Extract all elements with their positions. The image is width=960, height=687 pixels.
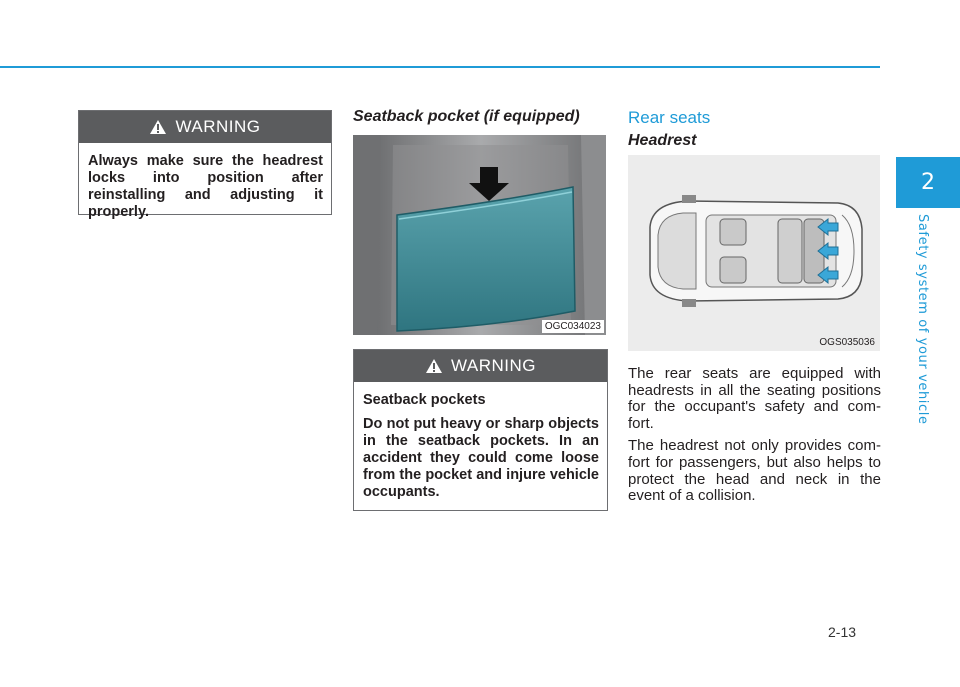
headrest-subtitle: Headrest	[628, 132, 697, 149]
warning-text: Do not put heavy or sharp objects in the seatback pockets. In an accident they could come loose from the pocket and injure vehicle occupants.	[363, 416, 599, 500]
rear-headrest-figure	[628, 155, 880, 351]
rear-seats-title: Rear seats	[628, 108, 711, 127]
chapter-title: Safety system of your vehicle	[915, 214, 930, 425]
chapter-number-tab: 2	[896, 157, 960, 208]
warning-body	[354, 382, 607, 510]
warning-header	[79, 111, 331, 143]
warning-subheading: Seatback pockets	[363, 392, 486, 408]
page-number: 2-13	[828, 624, 857, 640]
seatback-pocket-figure	[353, 135, 606, 335]
warning-header-label: WARNING	[175, 117, 261, 136]
header-rule	[0, 66, 880, 68]
warning-header	[354, 350, 607, 382]
seatback-pocket-title: Seatback pocket (if equipped)	[353, 108, 580, 125]
rear-seats-body	[628, 366, 881, 511]
seatback-illustration	[353, 135, 606, 335]
pocket-warning-box	[353, 349, 608, 511]
headrest-warning-box	[78, 110, 332, 220]
warning-triangle-icon	[149, 119, 167, 135]
figure-code: OGS035036	[819, 337, 875, 348]
paragraph: The rear seats are equipped with headrests in all the seating positions for the occupant's safety and com-fort.	[628, 365, 881, 432]
warning-body	[79, 143, 331, 230]
highlight-arrow-icon	[818, 219, 838, 283]
figure-code: OGC034023	[542, 320, 604, 333]
vehicle-topview-illustration	[628, 155, 880, 351]
warning-triangle-icon	[425, 358, 443, 374]
paragraph: The headrest not only provides com-fort for passengers, but also helps to protect the head and neck in the event of a collision.	[628, 437, 881, 505]
warning-header-label: WARNING	[450, 356, 537, 375]
warning-text: Always make sure the headrest locks into position after reinstalling and adjusting it properly.	[88, 153, 323, 220]
